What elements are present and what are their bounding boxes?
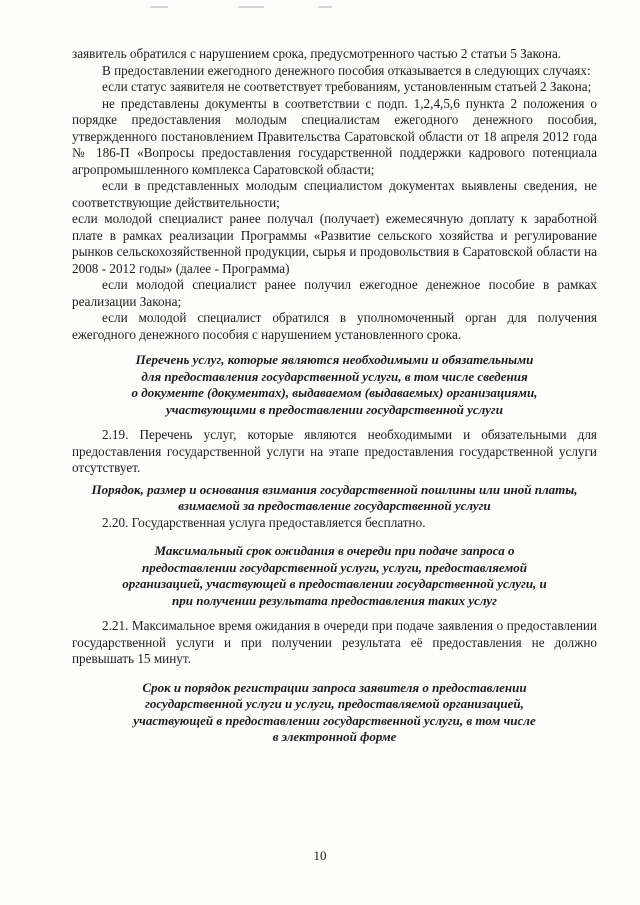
scan-artifact: [318, 6, 332, 8]
heading-line: Максимальный срок ожидания в очереди при подаче запроса о: [154, 543, 515, 558]
section-heading: Порядок, размер и основания взимания государственной пошлины или иной платы, взимаемой за предоставление государственной услуги: [91, 481, 578, 513]
paragraph: если молодой специалист ранее получил ежегодное денежное пособие в рамках реализации Закона;: [72, 277, 597, 309]
scan-artifact: [238, 6, 264, 8]
heading-line: для предоставления государственной услуги, в том числе сведения: [141, 368, 528, 384]
paragraph: если статус заявителя не соответствует требованиям, установленным статьей 2 Закона;: [102, 79, 592, 94]
heading-line: участвующей в предоставлении государственной услуги, в том числе: [133, 712, 536, 728]
paragraph: В предоставлении ежегодного денежного пособия отказывается в следующих случаях:: [102, 62, 591, 78]
paragraph: если молодой специалист обратился в уполномоченный орган для получения ежегодного денежного пособия с нарушением установленного срока.: [72, 310, 597, 342]
paragraph: заявитель обратился с нарушением срока, предусмотренного частью 2 статьи 5 Закона.: [72, 46, 562, 61]
paragraph: если молодой специалист ранее получал (получает) ежемесячную доплату к заработной плате в рамках реализации Программы «Развитие сельского хозяйства и регулирование рынков сельскохозяйственной продукции, сырья и продовольствия в Саратовской области на 2008 - 2012 годы» (далее - Программа): [72, 211, 597, 276]
paragraph: не представлены документы в соответствии с подп. 1,2,4,5,6 пункта 2 положения о порядке предоставления молодым специалистам ежегодного денежного пособия, утвержденного постановлением Правительства Саратовской области от 18 апреля 2012 года № 186-П «Вопросы предоставления государственной поддержки кадрового потенциала агропромышленного комплекса Саратовской области;: [72, 95, 597, 177]
heading-line: государственной услуги и услуги, предоставляемой организацией,: [145, 696, 524, 711]
section-heading: [72, 680, 597, 746]
heading-line: Срок и порядок регистрации запроса заявителя о предоставлении: [142, 679, 527, 695]
heading-line: в электронной форме: [272, 729, 397, 744]
section-heading: [72, 352, 597, 418]
section-heading: [72, 543, 597, 609]
heading-line: Перечень услуг, которые являются необходимыми и обязательными: [135, 352, 534, 367]
scan-artifact: [150, 6, 168, 8]
page-number: 10: [313, 848, 327, 863]
text-column: [72, 46, 597, 746]
paragraph: если в представленных молодым специалистом документах выявлены сведения, не соответствующие действительности;: [72, 178, 597, 210]
paragraph: 2.21. Максимальное время ожидания в очереди при подаче заявления о предоставлении государственной услуги и при получении результата её предоставления не должно превышать 15 минут.: [72, 618, 597, 666]
heading-line: предоставлении государственной услуги, услуги, предоставляемой: [141, 559, 527, 575]
heading-line: организацией, участвующей в предоставлении государственной услуги, и: [122, 576, 547, 591]
heading-line: при получении результата предоставления таких услуг: [172, 592, 497, 608]
heading-line: участвующими в предоставлении государственной услуги: [166, 401, 503, 417]
paragraph: 2.20. Государственная услуга предоставляется бесплатно.: [102, 514, 426, 530]
heading-line: о документе (документах), выдаваемом (выдаваемых) организациями,: [131, 385, 538, 400]
paragraph: 2.19. Перечень услуг, которые являются необходимыми и обязательными для предоставления государственной услуги на этапе предоставления государственной услуги отсутствует.: [72, 427, 597, 475]
